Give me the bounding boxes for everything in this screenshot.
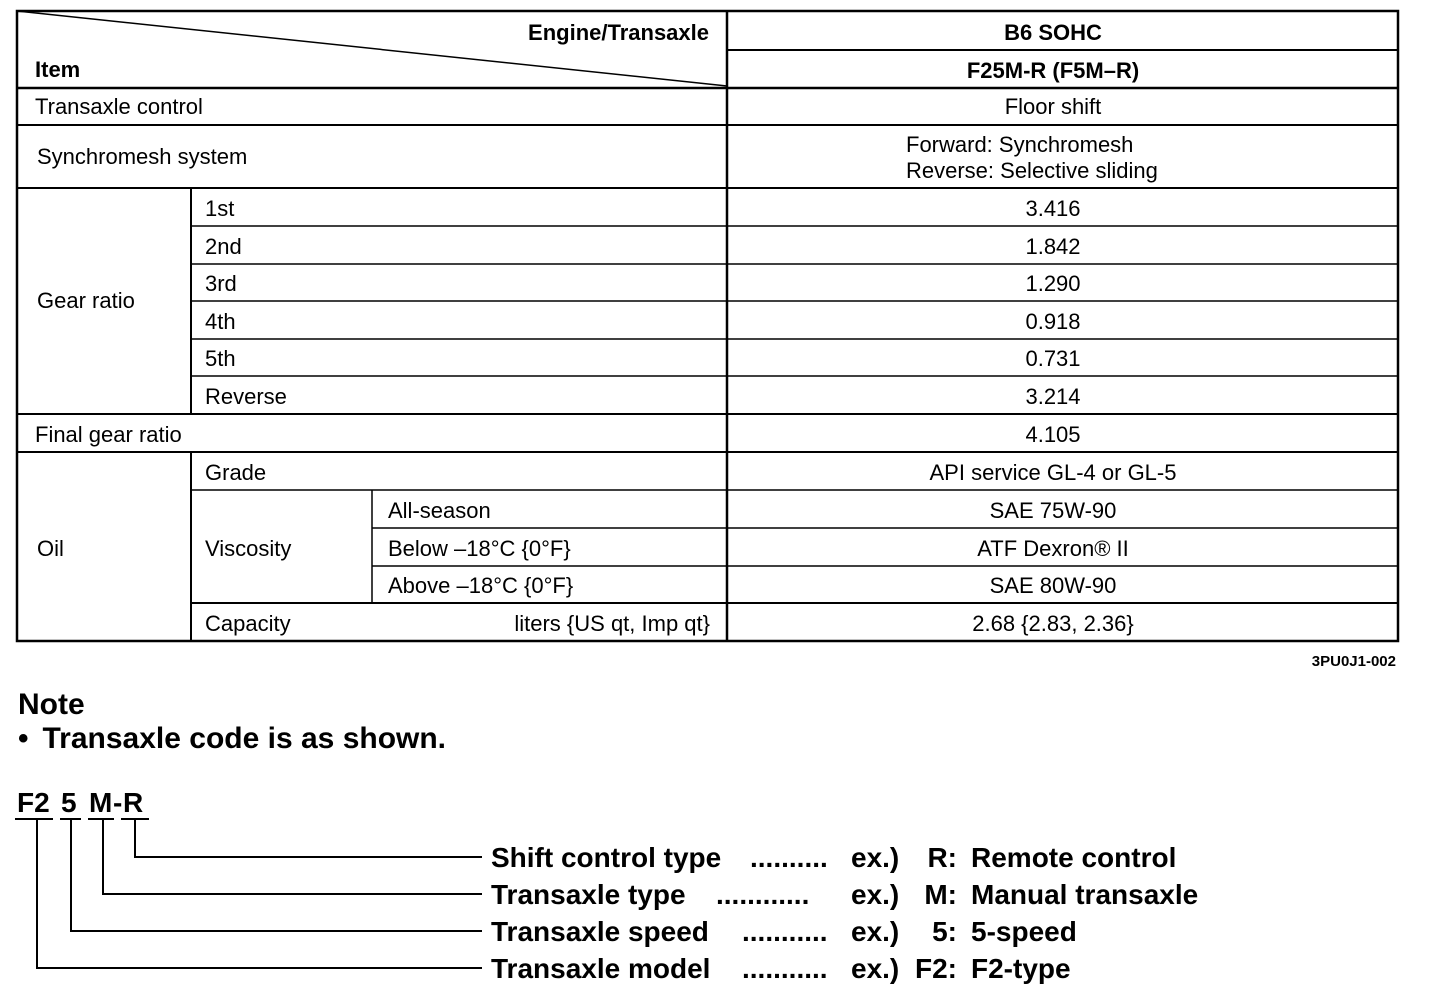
oil-grade-label: Grade [205, 460, 267, 485]
code-leader-lines [15, 819, 482, 968]
code-entry-shift-control [491, 842, 1176, 873]
entry-code-transaxle-type: M: [924, 879, 957, 910]
gear-name-5th: 5th [205, 346, 236, 371]
entry-code-transaxle-speed: 5: [932, 916, 957, 947]
entry-label-transaxle-speed: Transaxle speed [491, 916, 709, 947]
gear-ratio-rows [205, 196, 1081, 409]
synchromesh-forward-value: Forward: Synchromesh [906, 132, 1134, 157]
oil-capacity-value: 2.68 {2.83, 2.36} [972, 611, 1134, 636]
note-bullet-text: Transaxle code is as shown. [42, 722, 447, 755]
viscosity-condition-all-season: All-season [388, 498, 491, 523]
entry-dots-shift-control: .......... [750, 842, 828, 873]
entry-label-transaxle-model: Transaxle model [491, 953, 711, 984]
transaxle-control-value: Floor shift [1004, 94, 1102, 119]
gear-name-1st: 1st [205, 196, 235, 221]
entry-ex-transaxle-type: ex.) [851, 879, 900, 910]
bullet-icon: • [18, 722, 29, 755]
viscosity-value-all-season: SAE 75W-90 [989, 498, 1117, 523]
code-part-speed: 5 [61, 787, 77, 818]
gear-value-reverse: 3.214 [1025, 384, 1081, 409]
oil-viscosity-label: Viscosity [205, 536, 292, 561]
gear-value-5th: 0.731 [1025, 346, 1081, 371]
code-part-type: M [89, 787, 113, 818]
final-gear-ratio-value: 4.105 [1025, 422, 1081, 447]
note-bullet [18, 722, 446, 756]
oil-label: Oil [37, 536, 64, 561]
entry-dots-transaxle-model: ........... [742, 953, 828, 984]
oil-capacity-unit: liters {US qt, Imp qt} [514, 611, 710, 636]
entry-code-shift-control: R: [927, 842, 957, 873]
oil-grade-value: API service GL-4 or GL-5 [929, 460, 1177, 485]
entry-meaning-shift-control: Remote control [971, 842, 1177, 873]
gear-name-3rd: 3rd [205, 271, 237, 296]
gear-name-4th: 4th [205, 309, 236, 334]
entry-dots-transaxle-speed: ........... [742, 916, 828, 947]
entry-meaning-transaxle-model: F2-type [971, 953, 1071, 984]
code-entry-transaxle-model [491, 953, 1071, 984]
gear-name-reverse: Reverse [205, 384, 287, 409]
gear-value-3rd: 1.290 [1025, 271, 1081, 296]
entry-label-transaxle-type: Transaxle type [491, 879, 686, 910]
gear-name-2nd: 2nd [205, 234, 242, 259]
transaxle-control-label: Transaxle control [35, 94, 203, 119]
figure-code: 3PU0J1-002 [1311, 653, 1396, 670]
header-item-label: Item [35, 57, 81, 82]
transaxle-code-diagram [0, 775, 1440, 992]
leader-transaxle-speed [71, 819, 482, 931]
entry-meaning-transaxle-type: Manual transaxle [971, 879, 1199, 910]
gear-ratio-label: Gear ratio [37, 288, 135, 313]
viscosity-value-below: ATF Dexron® II [977, 536, 1129, 561]
gear-value-4th: 0.918 [1025, 309, 1081, 334]
code-part-model: F2 [17, 787, 50, 818]
oil-capacity-label: Capacity [205, 611, 291, 636]
code-part-dash: - [113, 787, 123, 818]
viscosity-condition-below: Below –18°C {0°F} [388, 536, 571, 561]
header-engine-transaxle-label: Engine/Transaxle [528, 20, 709, 45]
code-part-shift: R [123, 787, 144, 818]
code-entry-transaxle-type [491, 879, 1198, 910]
entry-ex-transaxle-model: ex.) [851, 953, 900, 984]
entry-ex-shift-control: ex.) [851, 842, 900, 873]
entry-label-shift-control: Shift control type [491, 842, 722, 873]
synchromesh-label: Synchromesh system [37, 144, 248, 169]
entry-ex-transaxle-speed: ex.) [851, 916, 900, 947]
leader-shift-control [135, 819, 482, 857]
note-title: Note [18, 688, 85, 721]
entry-dots-transaxle-type: ............ [716, 879, 810, 910]
header-engine-value: B6 SOHC [1004, 20, 1102, 45]
entry-meaning-transaxle-speed: 5-speed [971, 916, 1077, 947]
final-gear-ratio-label: Final gear ratio [35, 422, 182, 447]
header-transaxle-value: F25M-R (F5M–R) [966, 58, 1140, 83]
gear-value-1st: 3.416 [1025, 196, 1081, 221]
entry-code-transaxle-model: F2: [915, 953, 957, 984]
gear-value-2nd: 1.842 [1025, 234, 1081, 259]
code-entry-transaxle-speed [491, 916, 1077, 947]
viscosity-condition-above: Above –18°C {0°F} [388, 573, 574, 598]
synchromesh-reverse-value: Reverse: Selective sliding [906, 158, 1158, 183]
viscosity-value-above: SAE 80W-90 [989, 573, 1117, 598]
